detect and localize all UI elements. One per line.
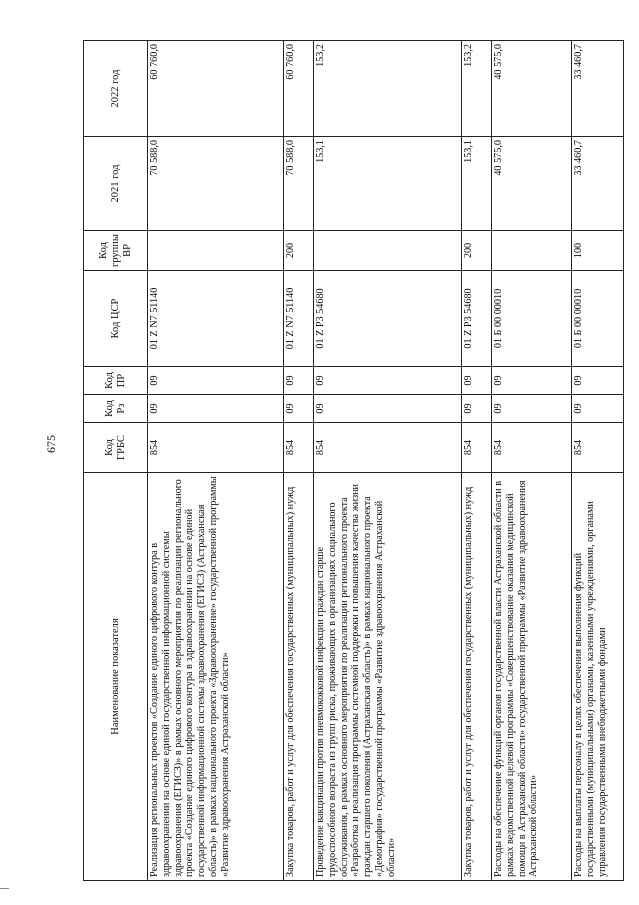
row-name: Расходы на выплаты персоналу в целях обеспечения выполнения функций государственными (муниципальными) органами, казенными учреждениями, органами управления государственными внебюджетными фондами <box>572 473 624 881</box>
row-rz: 09 <box>284 395 314 423</box>
row-csr: 01 Z N7 51140 <box>284 271 314 367</box>
header-csr: Код ЦСР <box>84 271 148 367</box>
row-2021: 153,1 <box>462 137 492 231</box>
table-row <box>492 41 572 881</box>
header-grbs: Код ГРБС <box>84 423 148 473</box>
row-grbs: 854 <box>492 423 572 473</box>
row-grbs: 854 <box>148 423 284 473</box>
row-pr: 09 <box>148 367 284 395</box>
header-2022: 2022 год <box>84 41 148 137</box>
row-rz: 09 <box>314 395 462 423</box>
row-2022: 33 460,7 <box>572 41 624 137</box>
row-grbs: 854 <box>314 423 462 473</box>
row-pr: 09 <box>462 367 492 395</box>
row-grbs: 854 <box>462 423 492 473</box>
row-name: Проведение вакцинации против пневмококковой инфекции граждан старше трудоспособного возраста из групп риска, проживающих в организациях социального обслуживания, в рамках основного мероприятия по реализации регионального проекта «Разработка и реализация программы системной поддержки и повышения качества жизни граждан старшего поколения (Астраханская область)» в рамках национального проекта «Демография» государственной программы «Развитие здравоохранения Астраханской области» <box>314 473 462 881</box>
row-2022: 60 760,0 <box>284 41 314 137</box>
table-row <box>462 41 492 881</box>
table-row <box>148 41 284 881</box>
row-vr: 200 <box>284 231 314 271</box>
row-2022: 60 760,0 <box>148 41 284 137</box>
row-rz: 09 <box>572 395 624 423</box>
table-row <box>314 41 462 881</box>
row-csr: 01 Z P3 54680 <box>462 271 492 367</box>
row-csr: 01 Z N7 51140 <box>148 271 284 367</box>
row-name: Закупка товаров, работ и услуг для обеспечения государственных (муниципальных) нужд <box>462 473 492 881</box>
row-vr: 200 <box>462 231 492 271</box>
rotated-table-container <box>83 41 611 881</box>
budget-table <box>83 40 624 881</box>
row-vr <box>314 231 462 271</box>
row-2021: 33 460,7 <box>572 137 624 231</box>
header-vr: Код группы ВР <box>84 231 148 271</box>
table-header-row <box>84 41 148 881</box>
page-number: 675 <box>44 435 58 453</box>
row-2022: 40 575,0 <box>492 41 572 137</box>
row-pr: 09 <box>492 367 572 395</box>
row-2021: 70 588,0 <box>284 137 314 231</box>
table-row <box>284 41 314 881</box>
header-rz: Код Рз <box>84 395 148 423</box>
row-vr <box>492 231 572 271</box>
row-csr: 01 Z P3 54680 <box>314 271 462 367</box>
header-name: Наименование показателя <box>84 473 148 881</box>
row-rz: 09 <box>492 395 572 423</box>
row-vr <box>148 231 284 271</box>
row-pr: 09 <box>284 367 314 395</box>
row-2021: 70 588,0 <box>148 137 284 231</box>
row-name: Расходы на обеспечение функций органов государственной власти Астраханской области в рамках ведомственной целевой программы «Совершенствование оказания медицинской помощи в Астраханской области» государственной программы «Развитие здравоохранения Астраханской области» <box>492 473 572 881</box>
header-2021: 2021 год <box>84 137 148 231</box>
row-rz: 09 <box>148 395 284 423</box>
row-2022: 153,2 <box>462 41 492 137</box>
row-name: Закупка товаров, работ и услуг для обеспечения государственных (муниципальных) нужд <box>284 473 314 881</box>
row-grbs: 854 <box>572 423 624 473</box>
row-name: Реализация региональных проектов «Создание единого цифрового контура в здравоохранении на основе единой государственной информационной системы здравоохранения (ЕГИСЗ)» в рамках основного мероприятия по реализации регионального проекта «Создание единого цифрового контура в здравоохранении на основе единой государственной информационной системы здравоохранения (ЕГИСЗ) (Астраханская область)» в рамках национального проекта «Здравоохранение» государственной программы «Развитие здравоохранения Астраханской области» <box>148 473 284 881</box>
table-row <box>572 41 624 881</box>
row-2022: 153,2 <box>314 41 462 137</box>
row-grbs: 854 <box>284 423 314 473</box>
row-csr: 01 Б 00 00010 <box>492 271 572 367</box>
header-pr: Код ПР <box>84 367 148 395</box>
row-pr: 09 <box>314 367 462 395</box>
scan-edge-mark <box>0 888 9 889</box>
row-pr: 09 <box>572 367 624 395</box>
row-2021: 40 575,0 <box>492 137 572 231</box>
row-2021: 153,1 <box>314 137 462 231</box>
row-vr: 100 <box>572 231 624 271</box>
row-rz: 09 <box>462 395 492 423</box>
row-csr: 01 Б 00 00010 <box>572 271 624 367</box>
